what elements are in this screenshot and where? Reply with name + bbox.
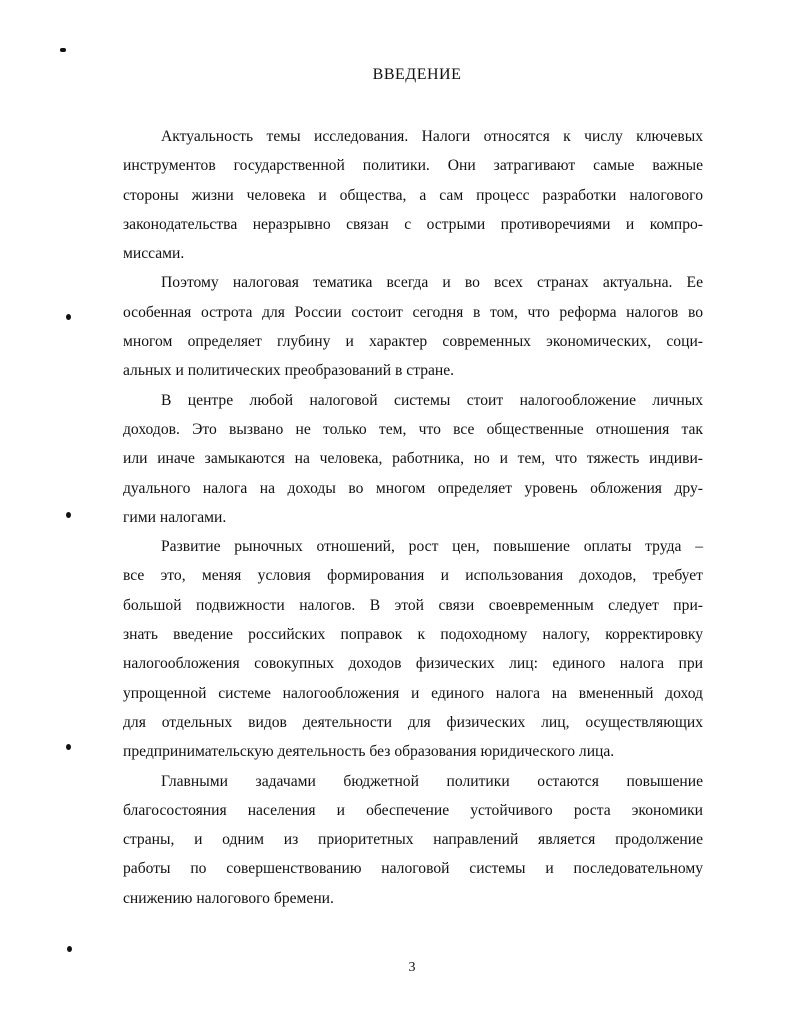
text-line: миссами. bbox=[123, 245, 185, 263]
text-line: альных и политических преобразований в стране. bbox=[123, 362, 455, 380]
document-body bbox=[123, 122, 703, 913]
paragraph bbox=[123, 532, 703, 766]
text-line: снижению налогового бремени. bbox=[123, 889, 334, 907]
text-line: благосостояния населения и обеспечение устойчивого роста экономики bbox=[123, 801, 703, 819]
text-line: все это, меняя условия формирования и использования доходов, требует bbox=[123, 567, 703, 585]
text-line: Главными задачами бюджетной политики остаются повышение bbox=[161, 772, 703, 790]
scan-mark bbox=[66, 512, 71, 518]
text-line: страны, и одним из приоритетных направлений является продолжение bbox=[123, 831, 703, 849]
text-line: дуального налога на доходы во многом определяет уровень обложения дру- bbox=[123, 479, 703, 497]
paragraph bbox=[123, 767, 703, 913]
text-line: Поэтому налоговая тематика всегда и во всех странах актуальна. Ее bbox=[161, 274, 703, 292]
text-line: или иначе замыкаются на человека, работника, но и тем, что тяжесть индиви- bbox=[123, 450, 703, 468]
scan-mark bbox=[66, 314, 71, 320]
text-line: предпринимательскую деятельность без образования юридического лица. bbox=[123, 743, 615, 761]
page-title: ВВЕДЕНИЕ bbox=[372, 66, 462, 83]
text-line: В центре любой налоговой системы стоит налогообложение личных bbox=[161, 391, 703, 409]
paragraph bbox=[123, 122, 703, 268]
paragraph bbox=[123, 268, 703, 385]
text-line: гими налогами. bbox=[123, 508, 227, 526]
text-line: работы по совершенствованию налоговой системы и последовательному bbox=[123, 860, 703, 878]
text-line: Развитие рыночных отношений, рост цен, повышение оплаты труда – bbox=[161, 538, 703, 556]
text-line: большой подвижности налогов. В этой связи своевременным следует при- bbox=[123, 596, 703, 614]
text-line: многом определяет глубину и характер современных экономических, соци- bbox=[123, 333, 703, 351]
text-line: Актуальность темы исследования. Налоги относятся к числу ключевых bbox=[161, 128, 703, 145]
paragraph bbox=[123, 386, 703, 532]
text-line: для отдельных видов деятельности для физических лиц, осуществляющих bbox=[123, 713, 703, 731]
text-line: доходов. Это вызвано не только тем, что все общественные отношения так bbox=[123, 420, 703, 438]
scan-mark bbox=[67, 946, 72, 952]
text-line: стороны жизни человека и общества, а сам процесс разработки налогового bbox=[123, 186, 703, 204]
page-number: 3 bbox=[408, 960, 416, 975]
scan-mark bbox=[60, 48, 66, 52]
text-line: особенная острота для России состоит сегодня в том, что реформа налогов во bbox=[123, 303, 703, 321]
text-line: законодательства неразрывно связан с острыми противоречиями и компро- bbox=[123, 215, 703, 233]
text-line: знать введение российских поправок к подоходному налогу, корректировку bbox=[123, 626, 703, 644]
text-line: упрощенной системе налогообложения и единого налога на вмененный доход bbox=[123, 684, 703, 702]
text-line: налогообложения совокупных доходов физических лиц: единого налога при bbox=[123, 655, 703, 673]
scan-mark bbox=[66, 744, 71, 750]
text-line: инструментов государственной политики. Они затрагивают самые важные bbox=[123, 157, 703, 175]
